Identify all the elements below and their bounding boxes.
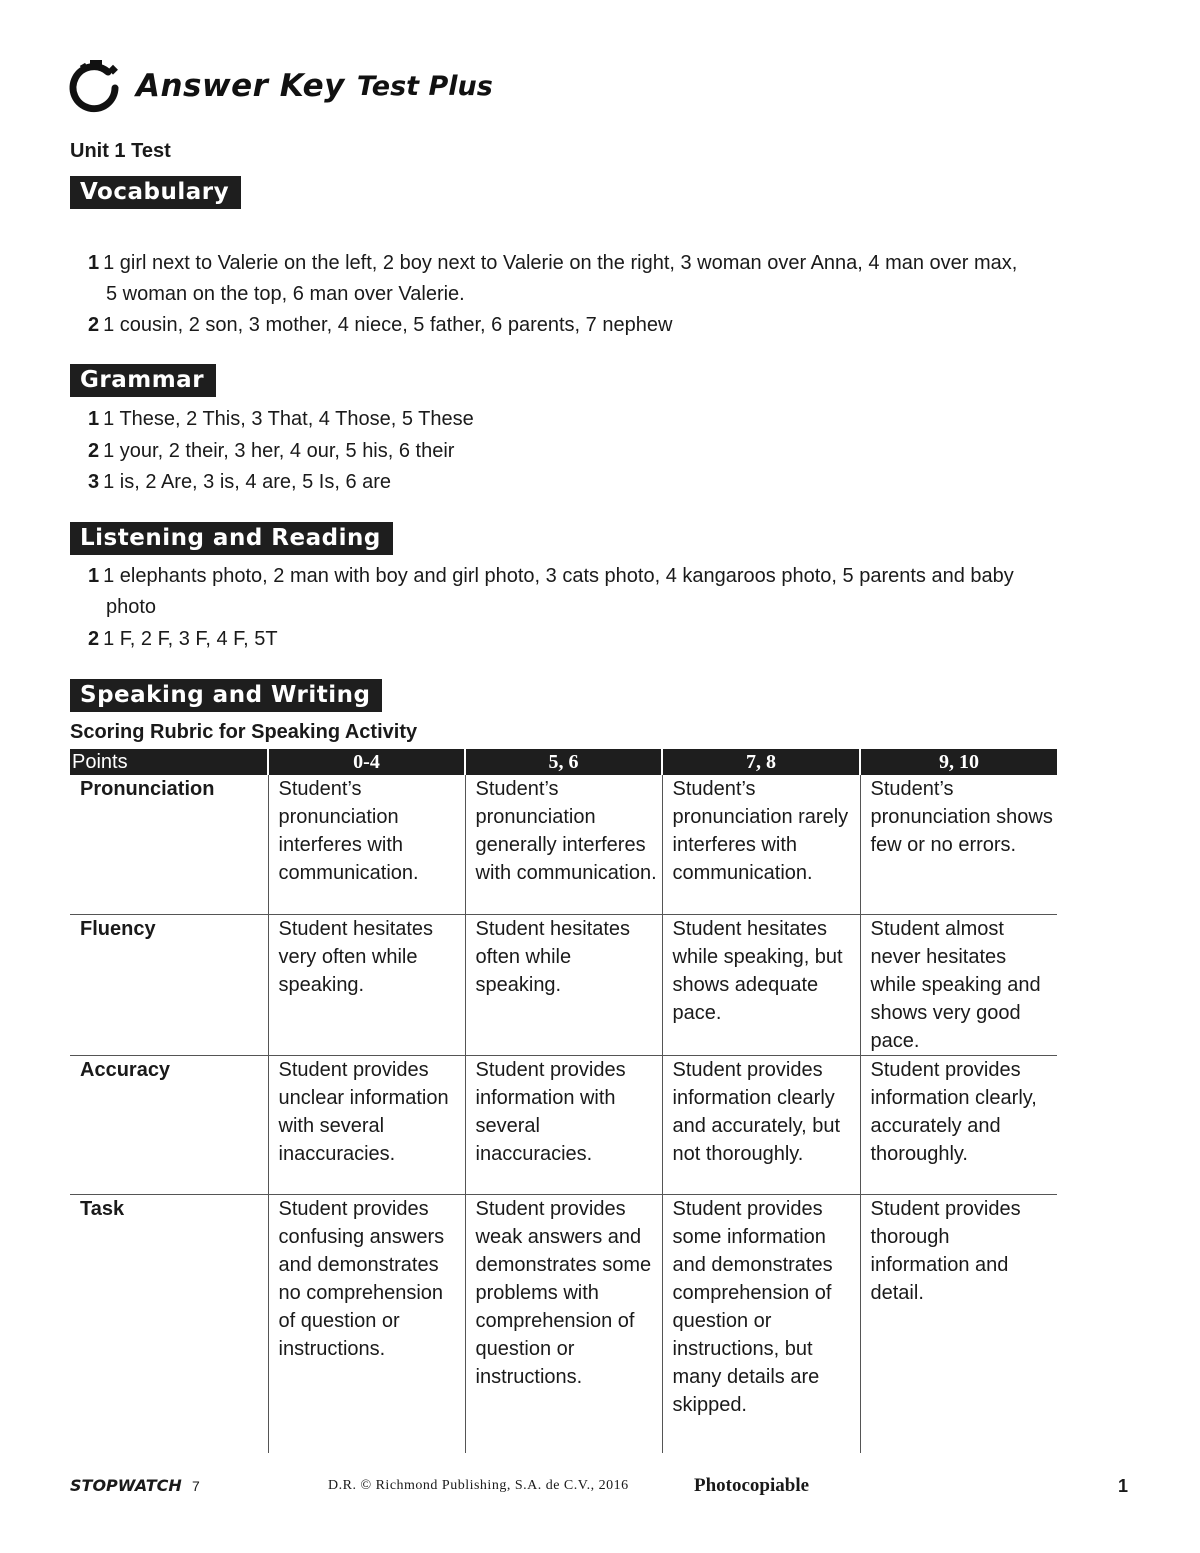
table-row: [70, 1194, 1057, 1453]
photocopiable-label: Photocopiable: [694, 1475, 810, 1496]
list-item: 2 1 your, 2 their, 3 her, 4 our, 5 his, 6 their: [88, 440, 455, 462]
section-heading-grammar: Grammar: [70, 364, 216, 397]
table-cell: Student’s pronunciation shows few or no errors.: [860, 775, 1057, 914]
level-number: 7: [192, 1478, 200, 1494]
page-header: [68, 56, 493, 116]
table-cell: Student provides weak answers and demonstrates some problems with comprehension of question or instructions.: [465, 1194, 662, 1453]
list-item: 1 1 girl next to Valerie on the left, 2 boy next to Valerie on the right, 3 woman over Anna, 4 man over max, 5 woman on the top, 6 man over Valerie.: [88, 252, 1018, 305]
list-item: 2 1 F, 2 F, 3 F, 4 F, 5T: [88, 628, 278, 650]
header-points: Points: [70, 749, 268, 775]
table-cell: Student provides information clearly and accurately, but not thoroughly.: [662, 1055, 860, 1194]
table-cell: Student almost never hesitates while speaking and shows very good pace.: [860, 914, 1057, 1055]
table-cell: Student provides confusing answers and demonstrates no comprehension of question or instructions.: [268, 1194, 465, 1453]
list-item: 3 1 is, 2 Are, 3 is, 4 are, 5 Is, 6 are: [88, 471, 392, 493]
section-heading-listening-reading: Listening and Reading: [70, 522, 393, 555]
table-cell: Student’s pronunciation rarely interferes with communication.: [662, 775, 860, 914]
table-row: [70, 914, 1057, 1055]
header-score: 5, 6: [465, 749, 662, 775]
title-answer-key: Answer Key: [136, 68, 345, 104]
header-score: 7, 8: [662, 749, 860, 775]
table-cell: Student provides unclear information with several inaccuracies.: [268, 1055, 465, 1194]
unit-title: Unit 1 Test: [70, 140, 171, 162]
rubric-title: Scoring Rubric for Speaking Activity: [70, 721, 418, 743]
table-cell: Student’s pronunciation generally interferes with communication.: [465, 775, 662, 914]
criterion-label: Fluency: [70, 914, 268, 1055]
table-cell: Student provides thorough information and detail.: [860, 1194, 1057, 1453]
table-cell: Student’s pronunciation interferes with communication.: [268, 775, 465, 914]
table-cell: Student provides information clearly, accurately and thoroughly.: [860, 1055, 1057, 1194]
header-score: 0-4: [268, 749, 465, 775]
table-cell: Student provides information with several inaccuracies.: [465, 1055, 662, 1194]
criterion-label: Pronunciation: [80, 778, 215, 800]
table-row: [70, 1055, 1057, 1194]
table-cell: Student hesitates often while speaking.: [465, 914, 662, 1055]
criterion-label: Accuracy: [70, 1055, 268, 1194]
list-item: 2 1 cousin, 2 son, 3 mother, 4 niece, 5 father, 6 parents, 7 nephew: [88, 314, 673, 336]
criterion-label: Task: [70, 1194, 268, 1453]
table-row: [70, 775, 1057, 914]
stopwatch-icon: [68, 58, 124, 114]
table-cell: Student provides some information and demonstrates comprehension of question or instructions, but many details are skipped.: [662, 1194, 860, 1453]
stopwatch-brand-logo: STOPWATCH: [70, 1476, 182, 1495]
list-item: 1 1 elephants photo, 2 man with boy and girl photo, 3 cats photo, 4 kangaroos photo, 5 parents and baby photo: [88, 565, 1014, 618]
section-heading-vocabulary: Vocabulary: [70, 176, 241, 209]
table-cell: Student hesitates while speaking, but shows adequate pace.: [662, 914, 860, 1055]
section-heading-speaking-writing: Speaking and Writing: [70, 679, 382, 712]
list-item: 1 1 These, 2 This, 3 That, 4 Those, 5 These: [88, 408, 474, 430]
page-number: 1: [1118, 1476, 1129, 1496]
table-cell: Student hesitates very often while speaking.: [268, 914, 465, 1055]
copyright-text: D.R. © Richmond Publishing, S.A. de C.V., 2016: [328, 1478, 629, 1493]
title-test-plus: Test Plus: [356, 70, 493, 102]
header-score: 9, 10: [860, 749, 1057, 775]
rubric-table: [70, 749, 1057, 1453]
table-header-row: [70, 749, 1057, 775]
page-footer: [0, 1476, 1200, 1500]
